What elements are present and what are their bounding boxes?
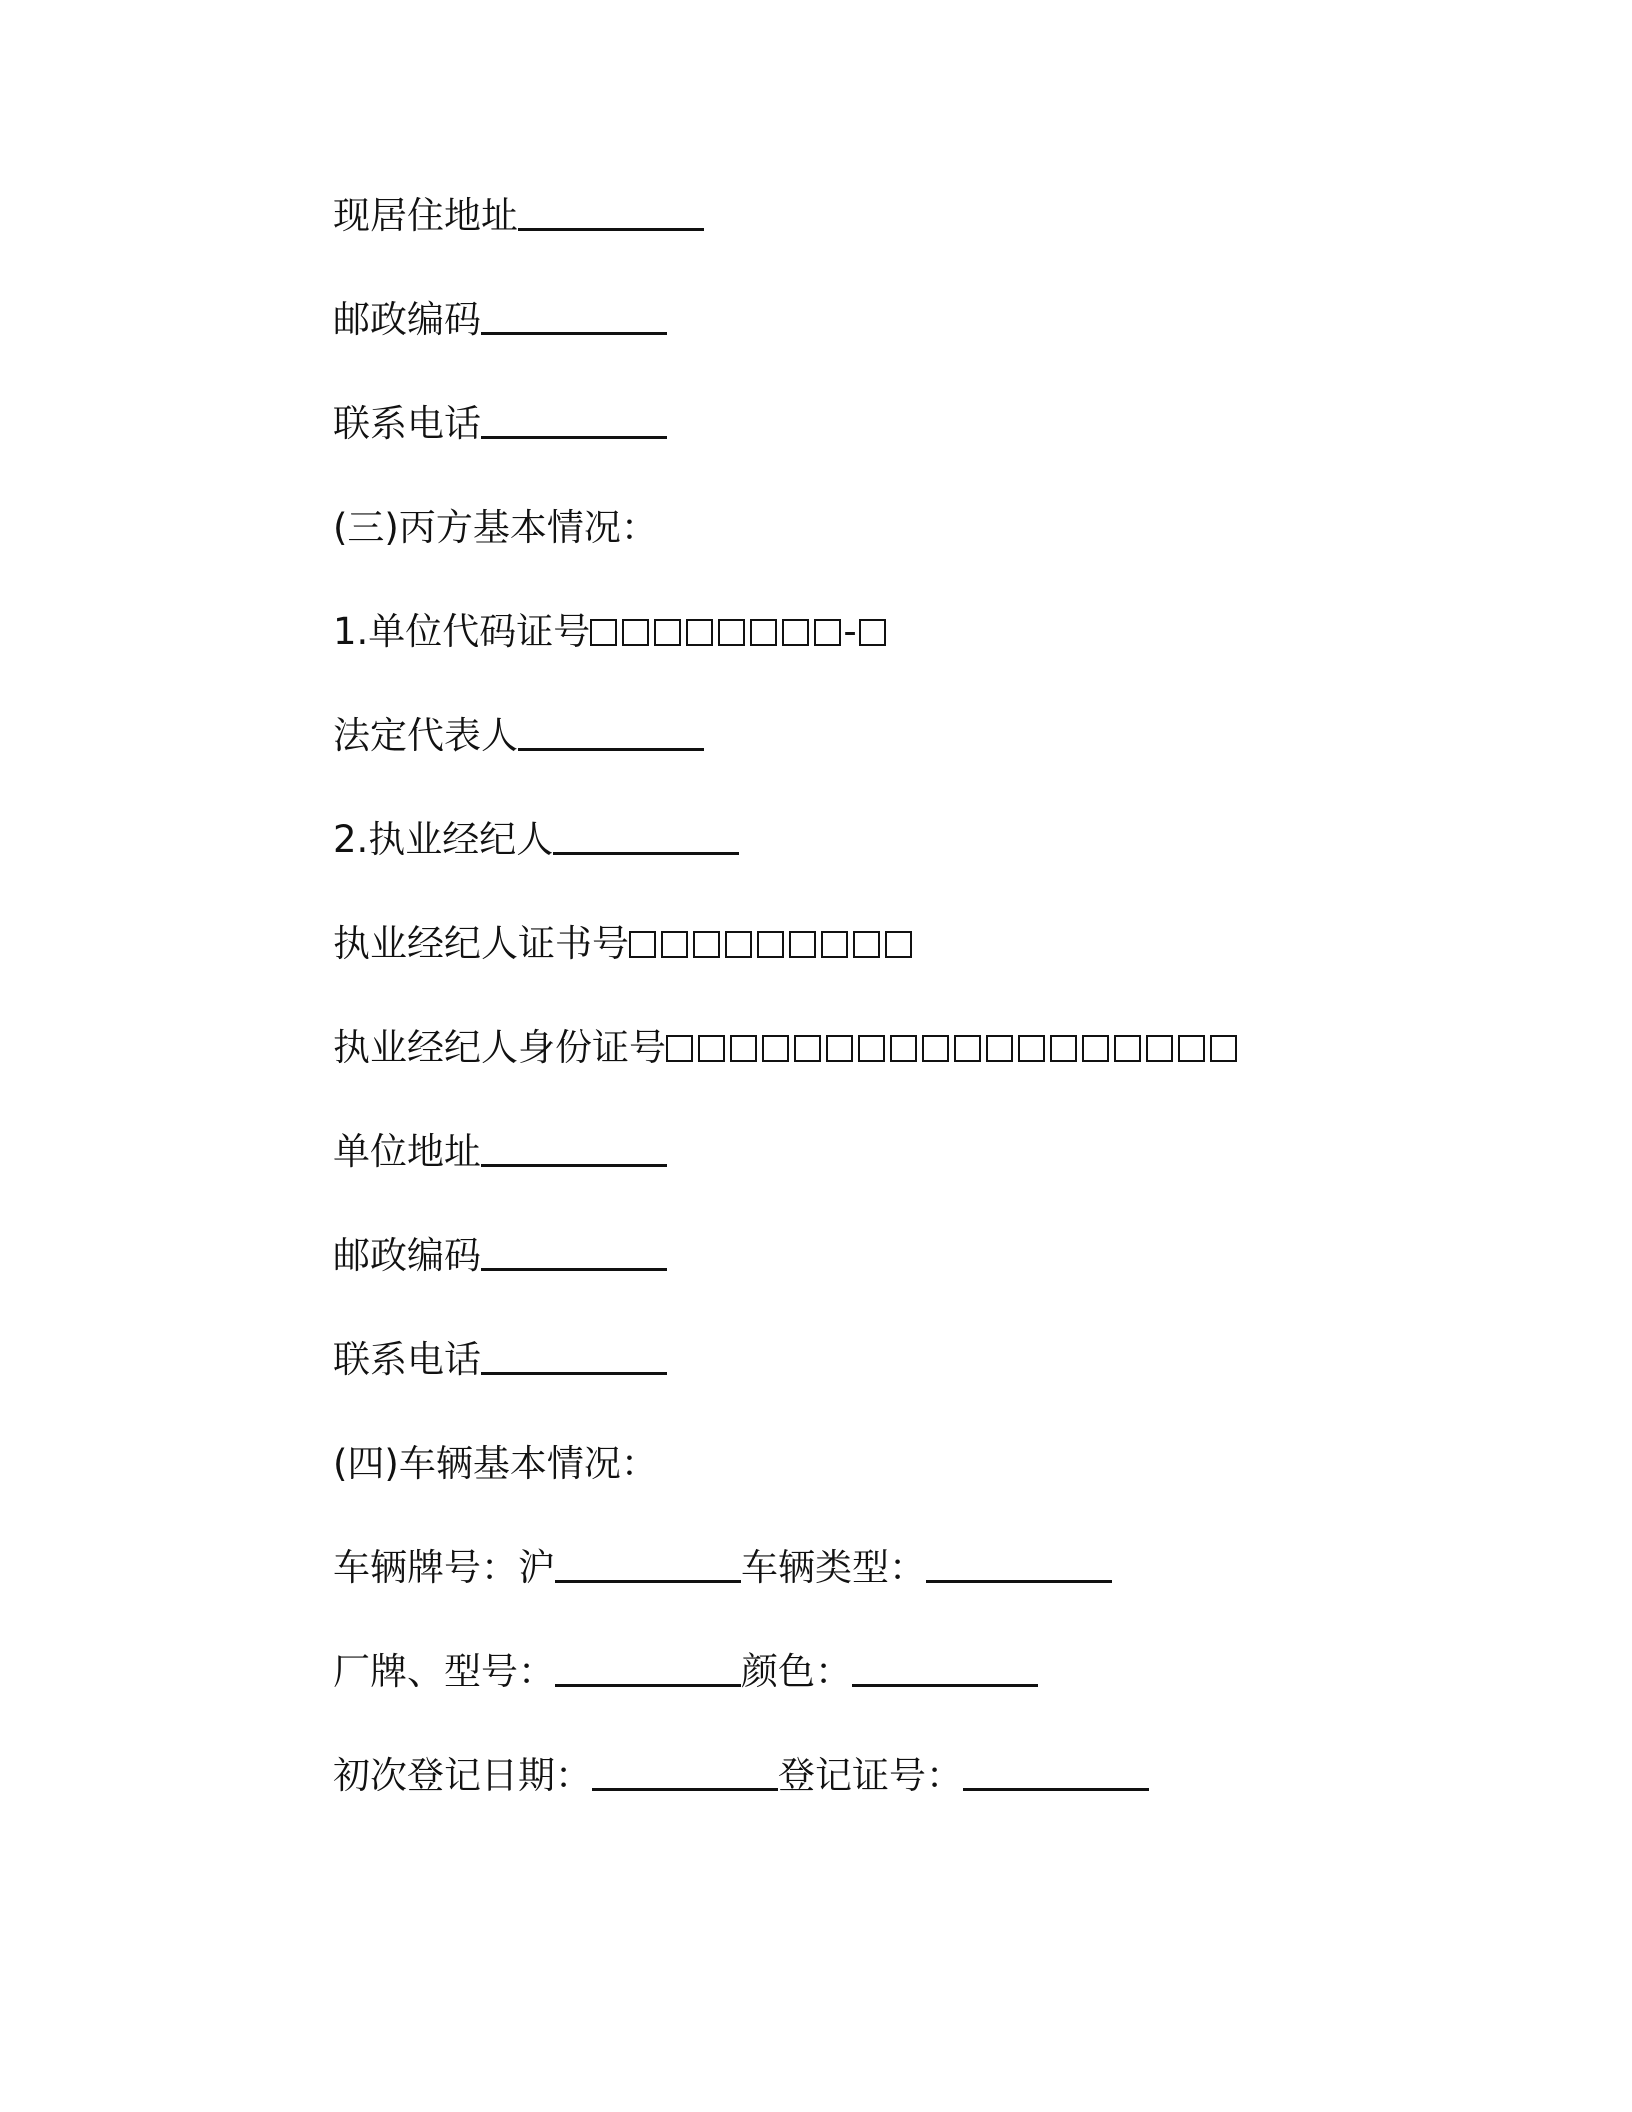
agent-id-line	[333, 1022, 1533, 1126]
agent-cert-char-box[interactable]	[661, 931, 688, 958]
postal-code-label-2: 邮政编码	[333, 1234, 481, 1277]
postal-code-label: 邮政编码	[333, 298, 481, 341]
vehicle-type-blank[interactable]	[926, 1542, 1112, 1583]
agent-cert-char-box[interactable]	[725, 931, 752, 958]
color-blank[interactable]	[852, 1646, 1038, 1687]
agent-cert-char-box[interactable]	[629, 931, 656, 958]
agent-id-char-box[interactable]	[1210, 1035, 1237, 1062]
registration-line	[333, 1750, 1533, 1854]
org-code-char-box[interactable]	[718, 619, 745, 646]
agent-id-char-box[interactable]	[1114, 1035, 1141, 1062]
postal-code-line	[333, 294, 1533, 398]
residence-address-label: 现居住地址	[333, 194, 518, 237]
org-code-char-box[interactable]	[654, 619, 681, 646]
vehicle-heading: (四)车辆基本情况：	[333, 1442, 658, 1485]
postal-code-blank[interactable]	[481, 294, 667, 335]
agent-cert-char-box[interactable]	[853, 931, 880, 958]
org-code-char-box[interactable]	[686, 619, 713, 646]
agent-cert-boxes	[629, 918, 912, 970]
legal-rep-line	[333, 710, 1533, 814]
agent-id-char-box[interactable]	[1082, 1035, 1109, 1062]
org-address-line	[333, 1126, 1533, 1230]
agent-id-char-box[interactable]	[730, 1035, 757, 1062]
org-code-check-box	[859, 606, 886, 658]
agent-id-label: 执业经纪人身份证号	[333, 1026, 666, 1069]
legal-rep-blank[interactable]	[518, 710, 704, 751]
agent-id-char-box[interactable]	[826, 1035, 853, 1062]
phone-blank-2[interactable]	[481, 1334, 667, 1375]
color-label: 颜色：	[741, 1650, 852, 1693]
brand-model-blank[interactable]	[555, 1646, 741, 1687]
party-c-heading-line	[333, 502, 1533, 606]
agent-id-char-box[interactable]	[1018, 1035, 1045, 1062]
org-code-char-box[interactable]	[622, 619, 649, 646]
agent-id-char-box[interactable]	[794, 1035, 821, 1062]
phone-line	[333, 398, 1533, 502]
registration-cert-label: 登记证号：	[778, 1754, 963, 1797]
agent-id-char-box[interactable]	[858, 1035, 885, 1062]
residence-address-line	[333, 190, 1533, 294]
vehicle-type-label: 车辆类型：	[741, 1546, 926, 1589]
agent-cert-char-box[interactable]	[757, 931, 784, 958]
org-code-dash: -	[843, 610, 857, 653]
form-lines	[333, 190, 1533, 1854]
org-code-char-box[interactable]	[859, 619, 886, 646]
org-code-char-box[interactable]	[814, 619, 841, 646]
brand-model-label: 厂牌、型号：	[333, 1650, 555, 1693]
agent-id-char-box[interactable]	[922, 1035, 949, 1062]
org-code-char-box[interactable]	[590, 619, 617, 646]
agent-cert-char-box[interactable]	[693, 931, 720, 958]
agent-id-char-box[interactable]	[1050, 1035, 1077, 1062]
org-address-label: 单位地址	[333, 1130, 481, 1173]
org-code-line	[333, 606, 1533, 710]
agent-id-char-box[interactable]	[890, 1035, 917, 1062]
plate-label: 车辆牌号：沪	[333, 1546, 555, 1589]
agent-cert-char-box[interactable]	[789, 931, 816, 958]
agent-id-char-box[interactable]	[762, 1035, 789, 1062]
brand-color-line	[333, 1646, 1533, 1750]
first-registration-date-blank[interactable]	[592, 1750, 778, 1791]
agent-id-char-box[interactable]	[1178, 1035, 1205, 1062]
postal-code-blank-2[interactable]	[481, 1230, 667, 1271]
residence-address-blank[interactable]	[518, 190, 704, 231]
agent-label: 2.执业经纪人	[333, 818, 554, 861]
org-code-char-box[interactable]	[782, 619, 809, 646]
phone-line-2	[333, 1334, 1533, 1438]
legal-rep-label: 法定代表人	[333, 714, 518, 757]
phone-label-2: 联系电话	[333, 1338, 481, 1381]
vehicle-heading-line	[333, 1438, 1533, 1542]
plate-type-line	[333, 1542, 1533, 1646]
postal-code-line-2	[333, 1230, 1533, 1334]
plate-blank[interactable]	[555, 1542, 741, 1583]
agent-cert-char-box[interactable]	[821, 931, 848, 958]
agent-cert-line	[333, 918, 1533, 1022]
agent-id-char-box[interactable]	[986, 1035, 1013, 1062]
org-address-blank[interactable]	[481, 1126, 667, 1167]
party-c-heading: (三)丙方基本情况：	[333, 506, 658, 549]
org-code-char-box[interactable]	[750, 619, 777, 646]
agent-blank[interactable]	[553, 814, 739, 855]
agent-id-char-box[interactable]	[954, 1035, 981, 1062]
agent-id-char-box[interactable]	[1146, 1035, 1173, 1062]
first-registration-date-label: 初次登记日期：	[333, 1754, 592, 1797]
agent-cert-label: 执业经纪人证书号	[333, 922, 629, 965]
phone-label: 联系电话	[333, 402, 481, 445]
registration-cert-blank[interactable]	[963, 1750, 1149, 1791]
org-code-boxes	[590, 606, 841, 658]
agent-id-char-box[interactable]	[666, 1035, 693, 1062]
agent-cert-char-box[interactable]	[885, 931, 912, 958]
agent-line	[333, 814, 1533, 918]
agent-id-char-box[interactable]	[698, 1035, 725, 1062]
agent-id-boxes	[666, 1022, 1237, 1074]
phone-blank[interactable]	[481, 398, 667, 439]
org-code-label: 1.单位代码证号	[333, 610, 591, 653]
